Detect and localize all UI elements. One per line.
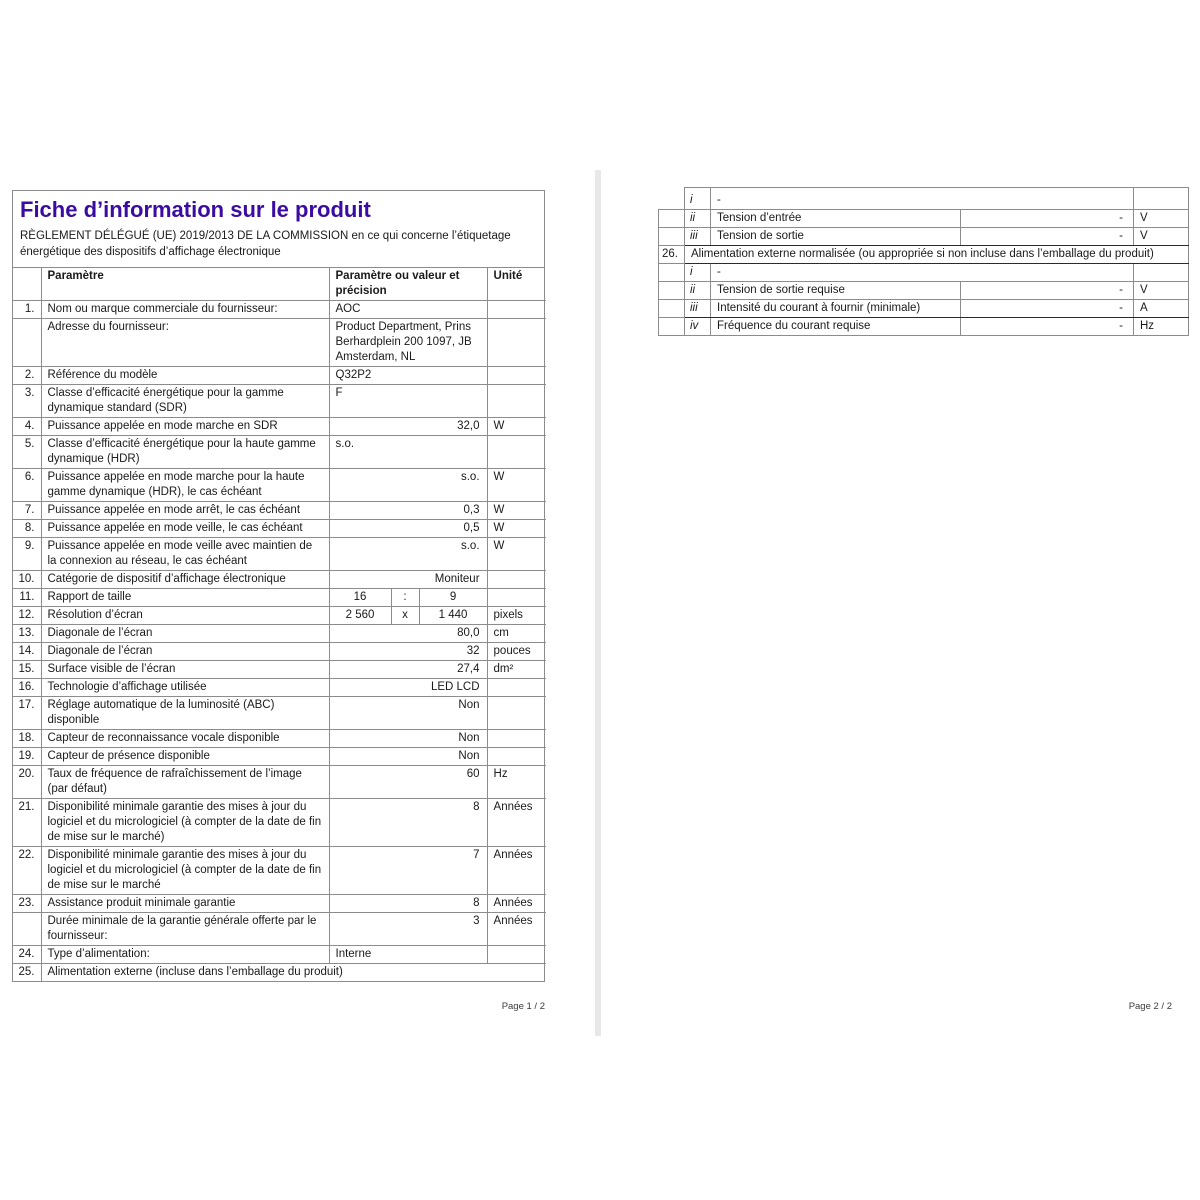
unit-cell: pixels	[487, 607, 546, 625]
table-row	[659, 282, 1189, 300]
value-cell: -	[961, 210, 1134, 228]
param-cell: Rapport de taille	[41, 589, 329, 607]
row-number-cell	[13, 319, 41, 367]
item-text-cell: Tension d’entrée	[711, 210, 961, 228]
sub-number-cell: i	[685, 188, 711, 210]
item-text-cell: Intensité du courant à fournir (minimale)	[711, 300, 961, 318]
row-number-cell: 4.	[13, 418, 41, 436]
row-number-cell: 16.	[13, 679, 41, 697]
unit-cell	[487, 589, 546, 607]
table-row	[13, 643, 546, 661]
param-cell: Assistance produit minimale garantie	[41, 895, 329, 913]
value-separator-cell: x	[391, 607, 419, 625]
row-number-cell: 25.	[13, 964, 41, 982]
param-cell: Durée minimale de la garantie générale offerte par le fournisseur:	[41, 913, 329, 946]
param-cell: Puissance appelée en mode arrêt, le cas échéant	[41, 502, 329, 520]
page-separator	[595, 170, 601, 1036]
value-cell: 3	[329, 913, 487, 946]
value-cell: -	[961, 318, 1134, 336]
value-cell: LED LCD	[329, 679, 487, 697]
value-cell: -	[961, 300, 1134, 318]
unit-cell	[487, 301, 546, 319]
row-number-cell: 6.	[13, 469, 41, 502]
unit-cell: pouces	[487, 643, 546, 661]
unit-cell	[487, 679, 546, 697]
unit-cell: V	[1134, 228, 1189, 246]
param-cell: Adresse du fournisseur:	[41, 319, 329, 367]
value-cell: s.o.	[329, 436, 487, 469]
value-cell: 8	[329, 799, 487, 847]
table-row	[13, 748, 546, 766]
page1-footer: Page 1 / 2	[501, 1001, 545, 1012]
item-text-cell: -	[711, 264, 1134, 282]
row-number-cell: 15.	[13, 661, 41, 679]
unit-cell: A	[1134, 300, 1189, 318]
value-cell: 32,0	[329, 418, 487, 436]
parameters-table-continued	[658, 187, 1189, 336]
param-cell: Diagonale de l’écran	[41, 625, 329, 643]
unit-cell: Années	[487, 913, 546, 946]
table-row	[659, 318, 1189, 336]
param-cell: Catégorie de dispositif d’affichage électronique	[41, 571, 329, 589]
row-number-cell: 17.	[13, 697, 41, 730]
table-row	[659, 210, 1189, 228]
value-cell: s.o.	[329, 469, 487, 502]
value-left-cell: 2 560	[329, 607, 391, 625]
row-number-cell: 2.	[13, 367, 41, 385]
table-row	[13, 895, 546, 913]
unit-cell	[487, 571, 546, 589]
regulation-subtitle: RÈGLEMENT DÉLÉGUÉ (UE) 2019/2013 DE LA COMMISSION en ce qui concerne l’étiquetage énergétique des dispositifs d’affichage électronique	[20, 230, 511, 258]
sub-number-cell: i	[685, 264, 711, 282]
row-number-cell: 13.	[13, 625, 41, 643]
value-cell: Q32P2	[329, 367, 487, 385]
item-text-span-cell: Alimentation externe normalisée (ou appropriée si non incluse dans l’emballage du produit)	[685, 246, 1189, 264]
value-cell: 0,5	[329, 520, 487, 538]
document-header	[13, 191, 544, 268]
page-1	[12, 190, 545, 982]
value-cell: 0,3	[329, 502, 487, 520]
table-row	[13, 589, 546, 607]
value-cell: -	[961, 228, 1134, 246]
table-row	[13, 469, 546, 502]
row-number-cell: 20.	[13, 766, 41, 799]
table-row	[13, 367, 546, 385]
item-text-cell: Tension de sortie requise	[711, 282, 961, 300]
table-row	[13, 319, 546, 367]
row-number-cell: 18.	[13, 730, 41, 748]
row-number-cell: 19.	[13, 748, 41, 766]
table-row	[659, 188, 1189, 210]
param-cell: Classe d’efficacité énergétique pour la gamme dynamique standard (SDR)	[41, 385, 329, 418]
table-row	[13, 799, 546, 847]
value-cell: Product Department, Prins Berhardplein 200 1097, JB Amsterdam, NL	[329, 319, 487, 367]
unit-cell	[487, 748, 546, 766]
row-number-cell: 8.	[13, 520, 41, 538]
unit-cell	[1134, 264, 1189, 282]
row-number-cell	[659, 300, 685, 318]
param-cell: Puissance appelée en mode marche en SDR	[41, 418, 329, 436]
param-cell: Disponibilité minimale garantie des mises à jour du logiciel et du micrologiciel (à compter de la date de fin de mise sur le marché	[41, 847, 329, 895]
row-number-cell	[659, 282, 685, 300]
row-number-cell: 5.	[13, 436, 41, 469]
parameters-table	[13, 268, 546, 981]
table-row	[13, 679, 546, 697]
table-row	[13, 418, 546, 436]
sub-number-cell: iii	[685, 228, 711, 246]
item-text-cell: Tension de sortie	[711, 228, 961, 246]
header-value: Paramètre ou valeur et précision	[329, 268, 487, 301]
value-cell: 8	[329, 895, 487, 913]
value-cell: 80,0	[329, 625, 487, 643]
value-cell: s.o.	[329, 538, 487, 571]
page-title: Fiche d’information sur le produit	[20, 197, 371, 222]
param-cell: Réglage automatique de la luminosité (ABC) disponible	[41, 697, 329, 730]
param-cell: Surface visible de l’écran	[41, 661, 329, 679]
value-left-cell: 16	[329, 589, 391, 607]
table-row	[13, 625, 546, 643]
table-row	[13, 607, 546, 625]
value-cell: Moniteur	[329, 571, 487, 589]
value-cell: Non	[329, 697, 487, 730]
param-cell: Puissance appelée en mode veille avec maintien de la connexion au réseau, le cas échéant	[41, 538, 329, 571]
row-number-cell: 7.	[13, 502, 41, 520]
param-cell: Puissance appelée en mode marche pour la haute gamme dynamique (HDR), le cas échéant	[41, 469, 329, 502]
param-cell: Technologie d’affichage utilisée	[41, 679, 329, 697]
table-row	[13, 520, 546, 538]
row-number-cell: 1.	[13, 301, 41, 319]
header-param: Paramètre	[41, 268, 329, 301]
value-cell: AOC	[329, 301, 487, 319]
row-number-cell: 23.	[13, 895, 41, 913]
value-cell: Non	[329, 730, 487, 748]
sub-number-cell: iii	[685, 300, 711, 318]
row-number-cell: 14.	[13, 643, 41, 661]
param-cell: Type d’alimentation:	[41, 946, 329, 964]
table-row	[13, 502, 546, 520]
row-number-cell	[659, 210, 685, 228]
table-row	[659, 300, 1189, 318]
row-number-cell	[659, 188, 685, 210]
param-cell: Disponibilité minimale garantie des mises à jour du logiciel et du micrologiciel (à compter de la date de fin de mise sur le marché)	[41, 799, 329, 847]
param-cell: Capteur de présence disponible	[41, 748, 329, 766]
sub-number-cell: ii	[685, 210, 711, 228]
unit-cell: Années	[487, 847, 546, 895]
table-header-row	[13, 268, 546, 301]
table-row	[13, 730, 546, 748]
unit-cell: cm	[487, 625, 546, 643]
unit-cell: Années	[487, 799, 546, 847]
value-cell: 7	[329, 847, 487, 895]
unit-cell: Hz	[487, 766, 546, 799]
table-row	[13, 385, 546, 418]
unit-cell	[487, 319, 546, 367]
row-number-cell	[659, 264, 685, 282]
row-number-cell: 9.	[13, 538, 41, 571]
unit-cell: W	[487, 538, 546, 571]
row-number-cell: 22.	[13, 847, 41, 895]
row-number-cell: 10.	[13, 571, 41, 589]
row-number-cell	[659, 228, 685, 246]
unit-cell: W	[487, 418, 546, 436]
param-cell: Taux de fréquence de rafraîchissement de l’image (par défaut)	[41, 766, 329, 799]
param-cell: Nom ou marque commerciale du fournisseur:	[41, 301, 329, 319]
unit-cell: W	[487, 502, 546, 520]
row-number-cell: 24.	[13, 946, 41, 964]
header-number-cell	[13, 268, 41, 301]
unit-cell	[487, 697, 546, 730]
param-cell: Capteur de reconnaissance vocale disponible	[41, 730, 329, 748]
table-row	[13, 946, 546, 964]
value-right-cell: 1 440	[419, 607, 487, 625]
table-row	[13, 538, 546, 571]
param-cell: Diagonale de l’écran	[41, 643, 329, 661]
row-number-cell: 11.	[13, 589, 41, 607]
unit-cell: Années	[487, 895, 546, 913]
table-row	[13, 766, 546, 799]
table-row	[13, 847, 546, 895]
unit-cell: V	[1134, 210, 1189, 228]
row-number-cell: 21.	[13, 799, 41, 847]
table-row	[659, 246, 1189, 264]
item-text-cell: Fréquence du courant requise	[711, 318, 961, 336]
table-row	[13, 571, 546, 589]
value-cell: F	[329, 385, 487, 418]
param-cell: Référence du modèle	[41, 367, 329, 385]
value-cell: Non	[329, 748, 487, 766]
sub-number-cell: iv	[685, 318, 711, 336]
header-unit: Unité	[487, 268, 546, 301]
unit-cell	[1134, 188, 1189, 210]
table-row	[13, 964, 546, 982]
unit-cell: W	[487, 520, 546, 538]
value-separator-cell: :	[391, 589, 419, 607]
row-number-cell: 26.	[659, 246, 685, 264]
table-row	[13, 301, 546, 319]
param-cell: Classe d’efficacité énergétique pour la haute gamme dynamique (HDR)	[41, 436, 329, 469]
item-text-cell: -	[711, 188, 1134, 210]
table-row	[659, 264, 1189, 282]
value-cell: 60	[329, 766, 487, 799]
table-row	[13, 913, 546, 946]
table-row	[13, 661, 546, 679]
unit-cell	[487, 436, 546, 469]
sub-number-cell: ii	[685, 282, 711, 300]
param-cell: Résolution d’écran	[41, 607, 329, 625]
value-cell: Interne	[329, 946, 487, 964]
page2-footer: Page 2 / 2	[1128, 1001, 1172, 1012]
row-number-cell	[13, 913, 41, 946]
unit-cell: Hz	[1134, 318, 1189, 336]
unit-cell: V	[1134, 282, 1189, 300]
unit-cell	[487, 367, 546, 385]
unit-cell: dm²	[487, 661, 546, 679]
unit-cell	[487, 385, 546, 418]
row-number-cell: 12.	[13, 607, 41, 625]
unit-cell	[487, 730, 546, 748]
unit-cell: W	[487, 469, 546, 502]
param-span-cell: Alimentation externe (incluse dans l’emballage du produit)	[41, 964, 546, 982]
table-row	[13, 436, 546, 469]
value-cell: 32	[329, 643, 487, 661]
table-row	[13, 697, 546, 730]
row-number-cell: 3.	[13, 385, 41, 418]
table-row	[659, 228, 1189, 246]
value-cell: -	[961, 282, 1134, 300]
value-right-cell: 9	[419, 589, 487, 607]
unit-cell	[487, 946, 546, 964]
row-number-cell	[659, 318, 685, 336]
param-cell: Puissance appelée en mode veille, le cas échéant	[41, 520, 329, 538]
value-cell: 27,4	[329, 661, 487, 679]
